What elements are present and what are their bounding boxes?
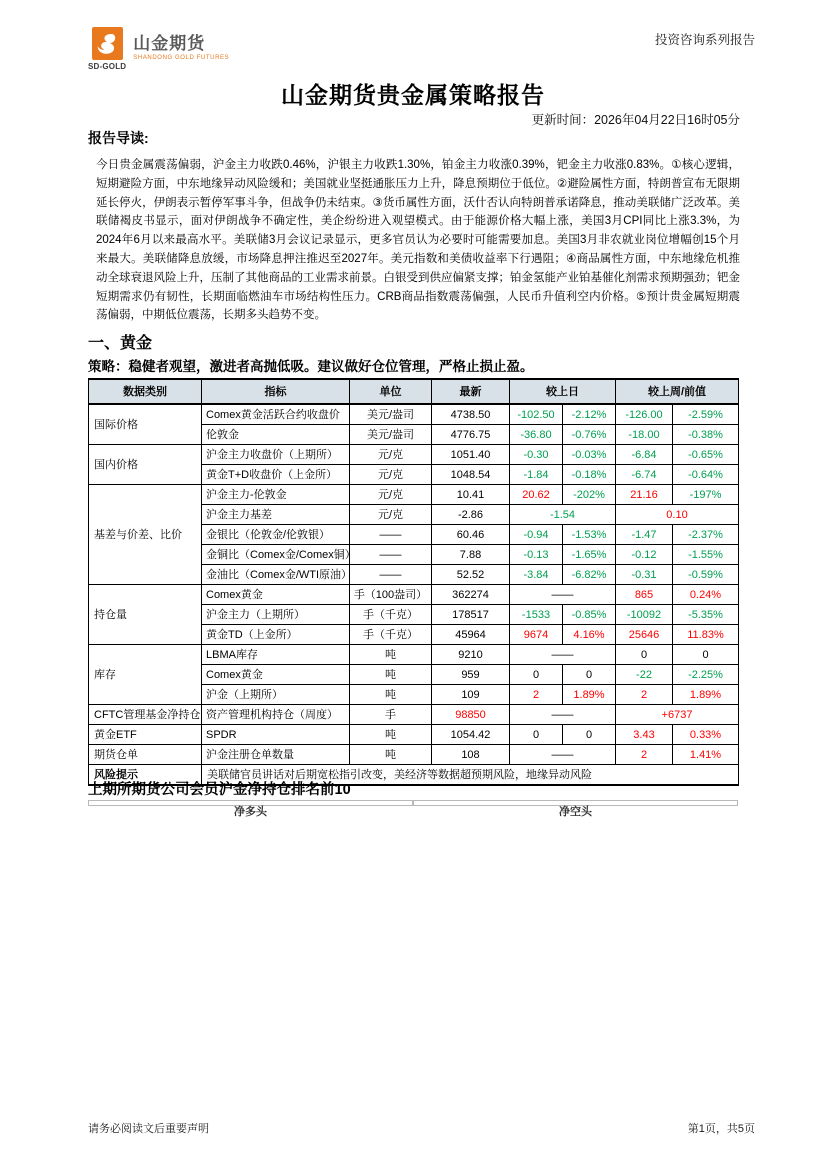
- chg-day-cell: -0.03%: [563, 445, 616, 465]
- unit-cell: 吨: [350, 645, 432, 665]
- chg-day-cell: -2.12%: [563, 404, 616, 425]
- indicator-cell: 沪金主力-伦敦金: [202, 485, 350, 505]
- unit-cell: 吨: [350, 665, 432, 685]
- unit-cell: 元/克: [350, 505, 432, 525]
- category-cell: 期货仓单: [89, 745, 202, 765]
- table-body: [89, 404, 739, 785]
- latest-value-cell: 4776.75: [432, 425, 510, 445]
- footer-page-number: 第1页，共5页: [687, 1123, 755, 1135]
- indicator-cell: 沪金主力（上期所）: [202, 605, 350, 625]
- unit-cell: ——: [350, 545, 432, 565]
- chg-week-cell: -0.12: [616, 545, 673, 565]
- category-cell: 黄金ETF: [89, 725, 202, 745]
- unit-cell: 元/克: [350, 485, 432, 505]
- page-title: 山金期货贵金属策略报告: [281, 82, 545, 108]
- category-cell: 库存: [89, 645, 202, 705]
- unit-cell: 手（千克）: [350, 605, 432, 625]
- chg-day-cell: 1.89%: [563, 685, 616, 705]
- chg-week-cell: -6.74: [616, 465, 673, 485]
- chg-week-cell: -197%: [673, 485, 739, 505]
- indicator-cell: 沪金主力基差: [202, 505, 350, 525]
- logo-badge-text: SD-GOLD: [88, 62, 127, 71]
- chg-week-cell: -0.38%: [673, 425, 739, 445]
- latest-value-cell: 60.46: [432, 525, 510, 545]
- chg-day-cell: 0: [510, 665, 563, 685]
- chg-day-cell: -1.54: [510, 505, 616, 525]
- logo-text: [133, 35, 229, 61]
- category-cell: 持仓量: [89, 585, 202, 645]
- latest-value-cell: 52.52: [432, 565, 510, 585]
- ranking-col-short: 净空头: [413, 800, 738, 806]
- chg-week-cell: 3.43: [616, 725, 673, 745]
- chg-day-cell: 9674: [510, 625, 563, 645]
- chg-day-cell: 4.16%: [563, 625, 616, 645]
- unit-cell: 手（千克）: [350, 625, 432, 645]
- brand-name-cn: 山金期货: [133, 34, 206, 53]
- chg-day-cell: -1.84: [510, 465, 563, 485]
- latest-value-cell: 362274: [432, 585, 510, 605]
- chg-day-cell: -0.18%: [563, 465, 616, 485]
- table-row: [89, 485, 739, 505]
- unit-cell: 吨: [350, 685, 432, 705]
- chg-week-cell: -5.35%: [673, 605, 739, 625]
- unit-cell: ——: [350, 565, 432, 585]
- intro-paragraph: 今日贵金属震荡偏弱，沪金主力收跌0.46%，沪银主力收跌1.30%，铂金主力收涨0.39%，钯金主力收涨0.83%。①核心逻辑，短期避险方面，中东地缘异动风险缓和；美国就业坚挺通胀压力上升，降息预期位于低位。②避险属性方面，特朗普宣布无限期延长停火，伊朗表示暂停军事斗争，但战争仍未结束。③货币属性方面，沃什否认向特朗普承诺降息，推动美联储广泛改革。美联储褐皮书显示，面对伊朗战争不确定性，美企纷纷进入观望模式。由于能源价格大幅上涨，美国3月CPI同比上涨3.3%，为2024年6月以来最高水平。美联储3月会议记录显示，更多官员认为必要时可能需要加息。美国3月非农就业岗位增幅创15个月来最大。美联储降息放缓，市场降息押注推迟至2027年。美元指数和美债收益率下行遇阻；④商品属性方面，中东地缘危机推动全球衰退风险上升，压制了其他商品的工业需求前景。白银受到供应偏紧支撑；铂金氢能产业铂基催化剂需求预期强劲；钯金短期需求仍有韧性，长期面临燃油车市场结构性压力。CRB商品指数震荡偏强，人民币升值利空内价格。⑤预计贵金属短期震荡偏弱，中期低位震荡，长期多头趋势不变。: [96, 159, 740, 322]
- chg-day-cell: -0.94: [510, 525, 563, 545]
- chg-day-cell: -0.85%: [563, 605, 616, 625]
- indicator-cell: 黄金TD（上金所）: [202, 625, 350, 645]
- chg-day-cell: -36.80: [510, 425, 563, 445]
- chg-week-cell: -2.59%: [673, 404, 739, 425]
- column-header: 最新: [432, 379, 510, 404]
- latest-value-cell: 959: [432, 665, 510, 685]
- chg-day-cell: -1.65%: [563, 545, 616, 565]
- indicator-cell: Comex黄金: [202, 665, 350, 685]
- chg-week-cell: 11.83%: [673, 625, 739, 645]
- chg-day-cell: -102.50: [510, 404, 563, 425]
- chg-day-cell: ——: [510, 645, 616, 665]
- chg-week-cell: -18.00: [616, 425, 673, 445]
- indicator-cell: 沪金注册仓单数量: [202, 745, 350, 765]
- chg-week-cell: -22: [616, 665, 673, 685]
- intro-heading: 报告导读:: [88, 130, 149, 146]
- table-row: [89, 404, 739, 425]
- table-header: [89, 379, 739, 404]
- indicator-cell: Comex黄金活跃合约收盘价: [202, 404, 350, 425]
- latest-value-cell: 98850: [432, 705, 510, 725]
- chg-week-cell: -0.59%: [673, 565, 739, 585]
- indicator-cell: 金银比（伦敦金/伦敦银）: [202, 525, 350, 545]
- chg-week-cell: 0.33%: [673, 725, 739, 745]
- latest-value-cell: 108: [432, 745, 510, 765]
- chg-week-cell: -0.31: [616, 565, 673, 585]
- chg-day-cell: -0.76%: [563, 425, 616, 445]
- logo-mark-wrap: [88, 27, 126, 71]
- chg-week-cell: -0.65%: [673, 445, 739, 465]
- category-cell: 国际价格: [89, 404, 202, 445]
- latest-value-cell: 1051.40: [432, 445, 510, 465]
- chg-week-cell: -2.37%: [673, 525, 739, 545]
- latest-value-cell: 7.88: [432, 545, 510, 565]
- chg-day-cell: -1.53%: [563, 525, 616, 545]
- strategy-line: 策略：稳健者观望，激进者高抛低吸。建议做好仓位管理，严格止损止盈。: [88, 359, 534, 374]
- unit-cell: 吨: [350, 745, 432, 765]
- indicator-cell: LBMA库存: [202, 645, 350, 665]
- indicator-cell: 伦敦金: [202, 425, 350, 445]
- unit-cell: 元/克: [350, 445, 432, 465]
- chg-week-cell: 865: [616, 585, 673, 605]
- unit-cell: 美元/盎司: [350, 425, 432, 445]
- chg-week-cell: -6.84: [616, 445, 673, 465]
- table-row: [89, 585, 739, 605]
- chg-week-cell: +6737: [616, 705, 739, 725]
- latest-value-cell: 109: [432, 685, 510, 705]
- indicator-cell: SPDR: [202, 725, 350, 745]
- chg-day-cell: -202%: [563, 485, 616, 505]
- chg-week-cell: 0: [673, 645, 739, 665]
- gold-data-table: [88, 378, 739, 786]
- chg-day-cell: 0: [510, 725, 563, 745]
- chg-week-cell: 1.89%: [673, 685, 739, 705]
- chg-day-cell: 0: [563, 725, 616, 745]
- latest-value-cell: 1048.54: [432, 465, 510, 485]
- table-header-row: [89, 379, 739, 404]
- brand-name-en: SHANDONG GOLD FUTURES: [133, 55, 230, 61]
- chg-week-cell: -126.00: [616, 404, 673, 425]
- unit-cell: 吨: [350, 725, 432, 745]
- indicator-cell: 黄金T+D收盘价（上金所）: [202, 465, 350, 485]
- unit-cell: 手（100盎司）: [350, 585, 432, 605]
- indicator-cell: 金油比（Comex金/WTI原油）: [202, 565, 350, 585]
- latest-value-cell: 1054.42: [432, 725, 510, 745]
- chg-week-cell: 0.24%: [673, 585, 739, 605]
- unit-cell: ——: [350, 525, 432, 545]
- category-cell: 风险提示: [89, 765, 202, 786]
- table-row: [89, 445, 739, 465]
- ranking-table-clipped: [88, 800, 738, 818]
- latest-value-cell: 9210: [432, 645, 510, 665]
- chg-week-cell: 1.41%: [673, 745, 739, 765]
- indicator-cell: 沪金（上期所）: [202, 685, 350, 705]
- chg-day-cell: 0: [563, 665, 616, 685]
- latest-value-cell: 4738.50: [432, 404, 510, 425]
- risk-note-cell: 美联储官员讲话对后期宽松指引改变，美经济等数据超预期风险，地缘异动风险: [202, 765, 739, 786]
- chg-week-cell: -0.64%: [673, 465, 739, 485]
- chg-day-cell: -1533: [510, 605, 563, 625]
- footer-disclaimer: 请务必阅读文后重要声明: [88, 1123, 209, 1135]
- column-header: 较上周/前值: [616, 379, 739, 404]
- series-label: 投资咨询系列报告: [654, 33, 755, 47]
- chg-day-cell: -0.13: [510, 545, 563, 565]
- chg-week-cell: 2: [616, 685, 673, 705]
- ranking-heading: 上期所期货公司会员沪金净持仓排名前10: [88, 782, 351, 798]
- latest-value-cell: -2.86: [432, 505, 510, 525]
- chg-day-cell: 2: [510, 685, 563, 705]
- chg-week-cell: -1.47: [616, 525, 673, 545]
- table-row: [89, 725, 739, 745]
- latest-value-cell: 10.41: [432, 485, 510, 505]
- chg-day-cell: ——: [510, 585, 616, 605]
- latest-value-cell: 45964: [432, 625, 510, 645]
- chg-week-cell: 21.16: [616, 485, 673, 505]
- indicator-cell: 沪金主力收盘价（上期所）: [202, 445, 350, 465]
- table-row: [89, 705, 739, 725]
- indicator-cell: Comex黄金: [202, 585, 350, 605]
- chg-day-cell: -0.30: [510, 445, 563, 465]
- chg-week-cell: 25646: [616, 625, 673, 645]
- unit-cell: 手: [350, 705, 432, 725]
- update-time: 更新时间：2026年04月22日16时05分: [531, 113, 740, 127]
- indicator-cell: 金铜比（Comex金/Comex铜）: [202, 545, 350, 565]
- logo-swirl-icon: [92, 27, 123, 60]
- indicator-cell: 资产管理机构持仓（周度）: [202, 705, 350, 725]
- chg-week-cell: 2: [616, 745, 673, 765]
- chg-week-cell: 0: [616, 645, 673, 665]
- company-logo: [88, 27, 229, 71]
- chg-day-cell: 20.62: [510, 485, 563, 505]
- chg-week-cell: -10092: [616, 605, 673, 625]
- chg-day-cell: ——: [510, 745, 616, 765]
- chg-day-cell: ——: [510, 705, 616, 725]
- chg-week-cell: 0.10: [616, 505, 739, 525]
- section-heading-gold: 一、黄金: [88, 335, 153, 352]
- chg-day-cell: -3.84: [510, 565, 563, 585]
- category-cell: CFTC管理基金净持仓: [89, 705, 202, 725]
- unit-cell: 美元/盎司: [350, 404, 432, 425]
- chg-week-cell: -2.25%: [673, 665, 739, 685]
- unit-cell: 元/克: [350, 465, 432, 485]
- table-row: [89, 745, 739, 765]
- latest-value-cell: 178517: [432, 605, 510, 625]
- chg-week-cell: -1.55%: [673, 545, 739, 565]
- column-header: 单位: [350, 379, 432, 404]
- column-header: 数据类别: [89, 379, 202, 404]
- column-header: 指标: [202, 379, 350, 404]
- category-cell: 国内价格: [89, 445, 202, 485]
- chg-day-cell: -6.82%: [563, 565, 616, 585]
- table-row: [89, 645, 739, 665]
- category-cell: 基差与价差、比价: [89, 485, 202, 585]
- column-header: 较上日: [510, 379, 616, 404]
- ranking-col-long: 净多头: [88, 800, 413, 806]
